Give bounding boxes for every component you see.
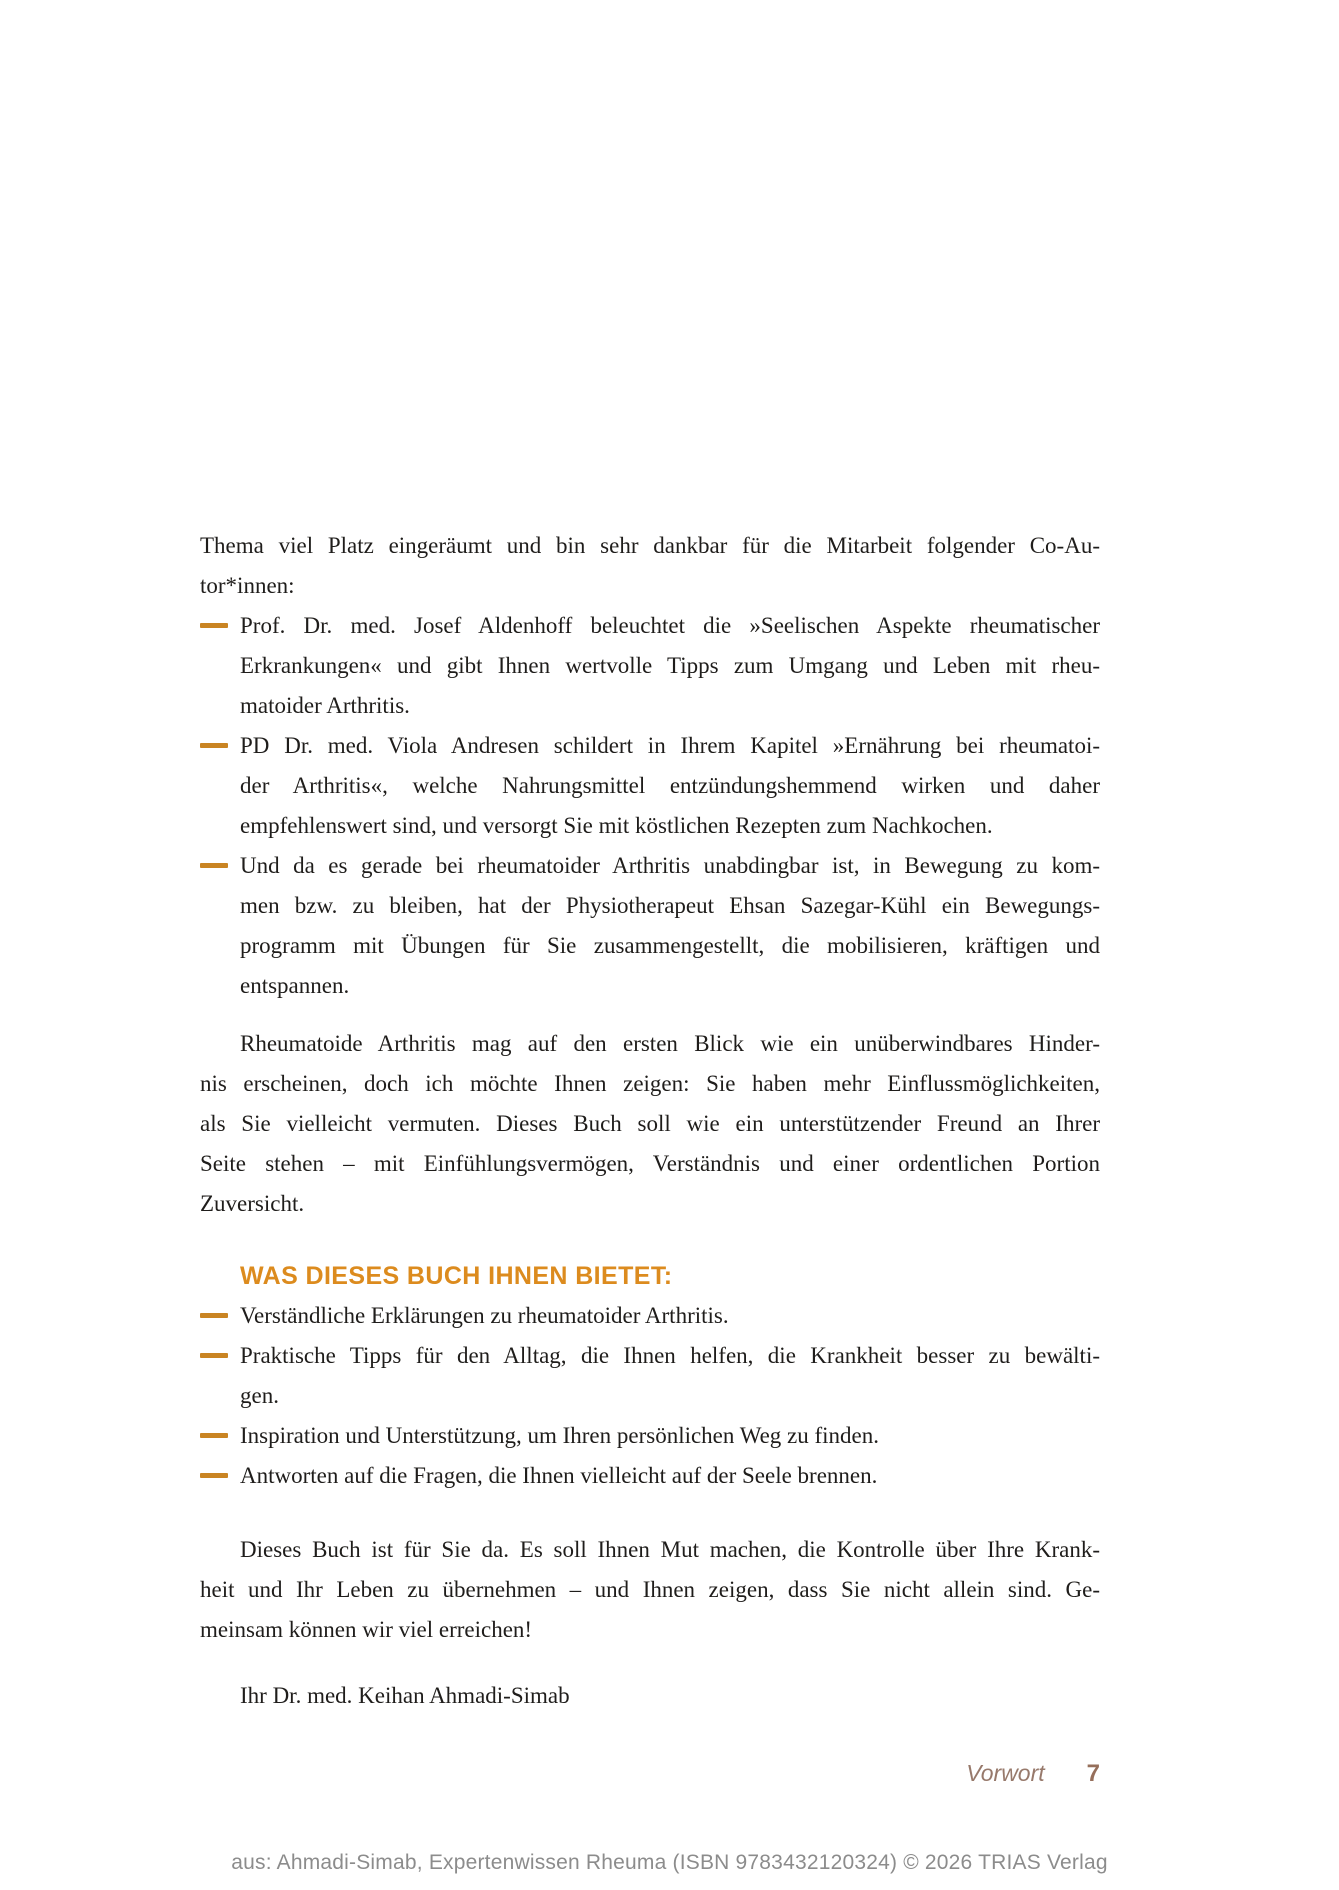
bullet-dash-icon [200, 623, 228, 628]
bullet-dash-icon [200, 1433, 228, 1438]
text-line: matoider Arthritis. [240, 693, 410, 718]
text-line: Und da es gerade bei rheumatoider Arthritis unabdingbar ist, in Bewegung zu kom- [240, 853, 1100, 878]
bullet-dash-icon [200, 1313, 228, 1318]
text-line: der Arthritis«, welche Nahrungsmittel entzündungshemmend wirken und daher [240, 773, 1100, 798]
list-item-text [240, 1416, 1100, 1456]
text-line: PD Dr. med. Viola Andresen schildert in Ihrem Kapitel »Ernährung bei rheumatoi- [240, 733, 1100, 758]
list-item-text [240, 846, 1100, 1006]
text-line: tor*innen: [200, 573, 295, 598]
bullet-dash-icon [200, 863, 228, 868]
text-line: Antworten auf die Fragen, die Ihnen vielleicht auf der Seele brennen. [240, 1463, 878, 1488]
list-item-benefit [200, 1296, 1100, 1336]
text-line: Praktische Tipps für den Alltag, die Ihnen helfen, die Krankheit besser zu bewälti- [240, 1343, 1100, 1368]
text-line: gen. [240, 1383, 279, 1408]
text-line: Seite stehen – mit Einfühlungsvermögen, Verständnis und einer ordentlichen Portion [200, 1151, 1100, 1176]
list-item-benefit [200, 1336, 1100, 1416]
paragraph-closing [200, 1530, 1100, 1650]
page-footer [200, 1758, 1100, 1792]
text-line: empfehlenswert sind, und versorgt Sie mit köstlichen Rezepten zum Nachkochen. [240, 813, 993, 838]
text-line: als Sie vielleicht vermuten. Dieses Buch soll wie ein unterstützender Freund an Ihrer [200, 1111, 1100, 1136]
section-heading: WAS DIESES BUCH IHNEN BIETET: [240, 1262, 673, 1290]
list-item-benefit [200, 1456, 1100, 1496]
footer-page-number: 7 [1086, 1760, 1100, 1787]
text-line: entspannen. [240, 973, 350, 998]
text-line: programm mit Übungen für Sie zusammengestellt, die mobilisieren, kräftigen und [240, 933, 1100, 958]
benefits-list [200, 1296, 1100, 1496]
paragraph-encouragement [200, 1024, 1100, 1224]
text-line: men bzw. zu bleiben, hat der Physiotherapeut Ehsan Sazegar-Kühl ein Bewegungs- [240, 893, 1100, 918]
text-line: Rheumatoide Arthritis mag auf den ersten Blick wie ein unüberwindbares Hinder- [240, 1031, 1100, 1056]
copyright-line: aus: Ahmadi-Simab, Expertenwissen Rheuma (ISBN 9783432120324) © 2026 TRIAS Verlag [231, 1851, 1108, 1874]
paragraph-coauthor-intro [200, 526, 1100, 606]
text-line: Zuversicht. [200, 1191, 305, 1216]
list-item-coauthor-sazegar-kuehl [200, 846, 1100, 1006]
author-signature: Ihr Dr. med. Keihan Ahmadi-Simab [240, 1683, 570, 1708]
text-line: Verständliche Erklärungen zu rheumatoider Arthritis. [240, 1303, 729, 1328]
list-item-text [240, 606, 1100, 726]
text-line: Erkrankungen« und gibt Ihnen wertvolle Tipps zum Umgang und Leben mit rheu- [240, 653, 1100, 678]
footer-section-label: Vorwort [966, 1760, 1045, 1786]
page-content [200, 526, 1100, 1716]
text-line: Thema viel Platz eingeräumt und bin sehr dankbar für die Mitarbeit folgender Co-Au- [200, 533, 1100, 558]
list-item-coauthor-andresen [200, 726, 1100, 846]
list-item-text [240, 1336, 1100, 1416]
text-line: Dieses Buch ist für Sie da. Es soll Ihnen Mut machen, die Kontrolle über Ihre Krank- [240, 1537, 1100, 1562]
text-line: Inspiration und Unterstützung, um Ihren persönlichen Weg zu finden. [240, 1423, 880, 1448]
text-line: nis erscheinen, doch ich möchte Ihnen zeigen: Sie haben mehr Einflussmöglichkeiten, [200, 1071, 1100, 1096]
bullet-dash-icon [200, 1353, 228, 1358]
text-line: heit und Ihr Leben zu übernehmen – und Ihnen zeigen, dass Sie nicht allein sind. Ge- [200, 1577, 1100, 1602]
bullet-dash-icon [200, 743, 228, 748]
list-item-text [240, 1296, 1100, 1336]
list-item-text [240, 726, 1100, 846]
coauthor-list [200, 606, 1100, 1006]
text-line: Prof. Dr. med. Josef Aldenhoff beleuchtet die »Seelischen Aspekte rheumatischer [240, 613, 1100, 638]
text-line: meinsam können wir viel erreichen! [200, 1617, 533, 1642]
list-item-benefit [200, 1416, 1100, 1456]
list-item-text [240, 1456, 1100, 1496]
list-item-coauthor-aldenhoff [200, 606, 1100, 726]
bullet-dash-icon [200, 1473, 228, 1478]
